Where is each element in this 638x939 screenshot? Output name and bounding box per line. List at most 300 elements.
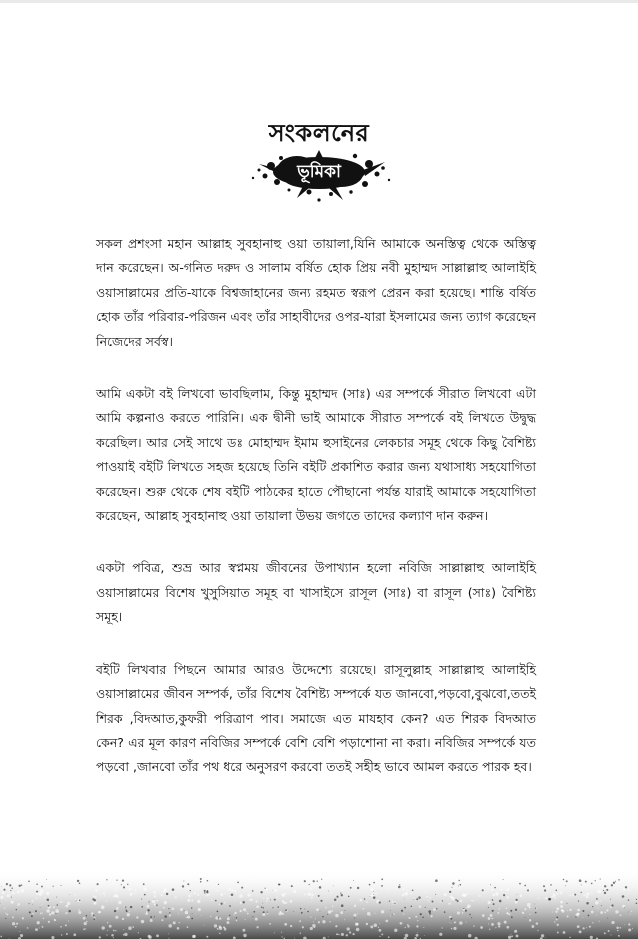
grunge-speck bbox=[301, 912, 303, 914]
grunge-speck bbox=[274, 889, 277, 892]
grunge-speck bbox=[113, 930, 115, 932]
grunge-speck bbox=[341, 904, 344, 907]
grunge-speck bbox=[227, 921, 230, 924]
grunge-speck bbox=[315, 893, 316, 894]
grunge-speck bbox=[423, 927, 424, 928]
grunge-speck bbox=[164, 901, 167, 904]
grunge-speck bbox=[29, 911, 31, 913]
grunge-speck bbox=[122, 918, 124, 920]
grunge-speck bbox=[316, 908, 319, 911]
grunge-speck bbox=[318, 895, 320, 897]
grunge-speck bbox=[370, 896, 371, 897]
grunge-speck bbox=[417, 932, 418, 933]
grunge-speck bbox=[124, 933, 127, 936]
grunge-speck bbox=[482, 889, 484, 891]
grunge-speck bbox=[536, 908, 537, 909]
grunge-speck bbox=[473, 925, 474, 926]
grunge-speck bbox=[224, 928, 227, 931]
grunge-speck bbox=[459, 884, 461, 886]
grunge-speck bbox=[246, 911, 247, 912]
grunge-speck bbox=[123, 934, 125, 936]
grunge-speck bbox=[338, 934, 340, 936]
grunge-speck bbox=[247, 913, 249, 915]
grunge-speck bbox=[290, 925, 292, 927]
grunge-speck bbox=[506, 926, 509, 929]
grunge-speck bbox=[631, 911, 632, 912]
grunge-speck bbox=[109, 925, 112, 928]
grunge-speck bbox=[172, 908, 174, 910]
grunge-speck bbox=[451, 887, 452, 888]
grunge-speck bbox=[373, 891, 374, 892]
grunge-speck bbox=[613, 882, 615, 884]
grunge-speck bbox=[418, 896, 421, 899]
grunge-speck bbox=[379, 929, 382, 932]
grunge-speck bbox=[336, 896, 338, 898]
grunge-speck bbox=[106, 934, 107, 935]
grunge-speck bbox=[610, 906, 612, 908]
grunge-speck bbox=[0, 903, 1, 904]
grunge-speck bbox=[508, 913, 510, 915]
grunge-speck bbox=[169, 908, 170, 909]
grunge-speck bbox=[498, 925, 500, 927]
grunge-speck bbox=[141, 920, 145, 924]
grunge-speck bbox=[310, 916, 311, 917]
grunge-speck bbox=[392, 914, 393, 915]
grunge-speck bbox=[262, 913, 265, 916]
grunge-speck bbox=[236, 917, 237, 918]
grunge-speck bbox=[595, 880, 596, 881]
grunge-speck bbox=[294, 938, 295, 939]
grunge-speck bbox=[636, 899, 637, 900]
grunge-speck bbox=[161, 894, 163, 896]
grunge-speck bbox=[263, 911, 265, 913]
grunge-speck bbox=[245, 919, 246, 920]
grunge-speck bbox=[601, 905, 602, 906]
grunge-speck bbox=[524, 908, 526, 910]
grunge-speck bbox=[156, 904, 157, 905]
grunge-speck bbox=[527, 889, 529, 891]
grunge-speck bbox=[9, 884, 11, 886]
grunge-speck bbox=[39, 893, 42, 896]
grunge-speck bbox=[200, 915, 201, 916]
grunge-speck bbox=[44, 897, 45, 898]
grunge-speck bbox=[369, 884, 371, 886]
grunge-speck bbox=[341, 933, 344, 936]
grunge-speck bbox=[385, 920, 388, 923]
grunge-speck bbox=[412, 889, 414, 891]
grunge-speck bbox=[469, 914, 470, 915]
grunge-speck bbox=[552, 911, 553, 912]
grunge-speck bbox=[153, 891, 156, 894]
grunge-speck bbox=[364, 898, 366, 900]
grunge-speck bbox=[191, 894, 192, 895]
grunge-speck bbox=[278, 884, 280, 886]
grunge-speck bbox=[200, 878, 202, 880]
grunge-speck bbox=[48, 905, 50, 907]
grunge-speck bbox=[141, 898, 142, 899]
grunge-speck bbox=[335, 925, 337, 927]
grunge-speck bbox=[432, 901, 434, 903]
grunge-speck bbox=[219, 926, 222, 929]
grunge-speck bbox=[340, 911, 343, 914]
grunge-speck bbox=[557, 932, 559, 934]
grunge-speck bbox=[78, 911, 81, 914]
grunge-speck bbox=[366, 923, 368, 925]
grunge-speck bbox=[488, 901, 491, 904]
grunge-speck bbox=[347, 927, 350, 930]
grunge-speck bbox=[424, 935, 425, 936]
grunge-speck bbox=[154, 895, 156, 897]
grunge-speck bbox=[375, 913, 376, 914]
grunge-speck bbox=[325, 907, 327, 909]
grunge-speck bbox=[488, 907, 489, 908]
grunge-speck bbox=[207, 880, 209, 882]
grunge-speck bbox=[624, 907, 625, 908]
grunge-speck bbox=[107, 930, 108, 931]
grunge-speck bbox=[586, 896, 589, 899]
grunge-speck bbox=[440, 901, 441, 902]
grunge-speck bbox=[304, 908, 305, 909]
grunge-speck bbox=[86, 921, 87, 922]
grunge-speck bbox=[242, 929, 245, 932]
grunge-speck bbox=[1, 886, 2, 887]
grunge-speck bbox=[83, 917, 86, 920]
grunge-speck bbox=[433, 908, 436, 911]
grunge-speck bbox=[328, 910, 331, 913]
grunge-speck bbox=[104, 895, 105, 896]
grunge-speck bbox=[177, 927, 180, 930]
grunge-speck bbox=[211, 900, 212, 901]
grunge-speck bbox=[106, 879, 107, 880]
grunge-speck bbox=[229, 915, 230, 916]
grunge-speck bbox=[187, 926, 189, 928]
grunge-speck bbox=[284, 923, 287, 926]
grunge-speck bbox=[604, 885, 606, 887]
grunge-speck bbox=[514, 931, 515, 932]
grunge-speck bbox=[619, 927, 621, 929]
grunge-speck bbox=[197, 900, 200, 903]
grunge-speck bbox=[150, 916, 152, 918]
grunge-speck bbox=[615, 910, 618, 913]
grunge-speck bbox=[46, 879, 47, 880]
grunge-speck bbox=[272, 907, 273, 908]
grunge-speck bbox=[69, 894, 70, 895]
grunge-speck bbox=[132, 926, 134, 928]
grunge-speck bbox=[21, 889, 25, 893]
grunge-speck bbox=[192, 913, 193, 914]
grunge-speck bbox=[293, 890, 296, 893]
grunge-speck bbox=[622, 895, 625, 898]
grunge-speck bbox=[36, 883, 38, 885]
grunge-speck bbox=[373, 882, 375, 884]
grunge-speck bbox=[467, 906, 469, 908]
grunge-speck bbox=[466, 893, 468, 895]
grunge-speck bbox=[610, 899, 611, 900]
grunge-speck bbox=[116, 895, 119, 898]
grunge-speck bbox=[281, 932, 282, 933]
grunge-speck bbox=[492, 918, 494, 920]
grunge-speck bbox=[11, 901, 14, 904]
grunge-speck bbox=[404, 907, 406, 909]
grunge-speck bbox=[555, 889, 557, 891]
grunge-speck bbox=[381, 933, 383, 935]
grunge-speck bbox=[405, 927, 406, 928]
grunge-speck bbox=[12, 922, 15, 925]
grunge-speck bbox=[332, 906, 333, 907]
grunge-speck bbox=[529, 914, 530, 915]
grunge-speck bbox=[267, 913, 268, 914]
grunge-speck bbox=[154, 903, 156, 905]
grunge-speck bbox=[449, 922, 450, 923]
grunge-speck bbox=[36, 891, 38, 893]
grunge-speck bbox=[529, 919, 531, 921]
grunge-speck bbox=[488, 917, 491, 920]
paragraph-3: একটা পবিত্র, শুভ্র আর স্বপ্নময় জীবনের উপাখ্যান হলো নবিজি সাল্লাল্লাহু আলাইহি ওয়াসাল্লামের বিশেষ খুসুসিয়াত সমূহ বা খাসাইসে রাসূল (সাঃ) বা রাসূল (সাঃ) বৈশিষ্ট্য সমূহ। bbox=[96, 560, 536, 625]
grunge-speck bbox=[416, 925, 418, 927]
grunge-speck bbox=[420, 913, 422, 915]
grunge-speck bbox=[76, 900, 77, 901]
grunge-speck bbox=[402, 894, 405, 897]
grunge-speck bbox=[327, 914, 328, 915]
grunge-speck bbox=[123, 886, 125, 888]
grunge-speck bbox=[407, 924, 409, 926]
grunge-speck bbox=[599, 921, 600, 922]
grunge-speck bbox=[9, 894, 10, 895]
grunge-speck bbox=[224, 902, 226, 904]
grunge-speck bbox=[253, 911, 255, 913]
grunge-speck bbox=[53, 906, 55, 908]
grunge-speck bbox=[611, 884, 613, 886]
grunge-speck bbox=[354, 905, 356, 907]
grunge-speck bbox=[56, 897, 57, 898]
grunge-speck bbox=[331, 893, 332, 894]
grunge-speck bbox=[147, 909, 149, 911]
grunge-speck bbox=[234, 912, 236, 914]
grunge-speck bbox=[218, 917, 219, 918]
grunge-speck bbox=[600, 879, 601, 880]
grunge-speck bbox=[510, 910, 512, 912]
grunge-speck bbox=[79, 883, 81, 885]
grunge-speck bbox=[32, 904, 33, 905]
grunge-speck bbox=[442, 900, 443, 901]
grunge-speck bbox=[607, 918, 608, 919]
grunge-speck bbox=[206, 894, 208, 896]
grunge-speck bbox=[165, 915, 167, 917]
grunge-speck bbox=[628, 889, 630, 891]
grunge-speck bbox=[527, 903, 531, 907]
grunge-speck bbox=[166, 893, 168, 895]
grunge-speck bbox=[240, 910, 242, 912]
grunge-speck bbox=[582, 910, 584, 912]
grunge-speck bbox=[191, 907, 192, 908]
grunge-speck bbox=[243, 934, 246, 937]
grunge-speck bbox=[588, 915, 590, 917]
grunge-speck bbox=[229, 896, 231, 898]
grunge-speck bbox=[51, 911, 54, 914]
grunge-speck bbox=[482, 914, 485, 917]
grunge-speck bbox=[428, 910, 431, 913]
grunge-speck bbox=[416, 934, 419, 937]
grunge-speck bbox=[227, 917, 230, 920]
grunge-speck bbox=[625, 886, 627, 888]
grunge-speck bbox=[429, 897, 431, 899]
grunge-speck bbox=[42, 926, 44, 928]
grunge-speck bbox=[436, 908, 437, 909]
grunge-speck bbox=[134, 893, 135, 894]
grunge-speck bbox=[335, 914, 338, 917]
grunge-speck bbox=[413, 899, 414, 900]
grunge-speck bbox=[172, 888, 175, 891]
grunge-speck bbox=[273, 890, 274, 891]
grunge-speck bbox=[93, 914, 95, 916]
grunge-speck bbox=[237, 882, 239, 884]
grunge-speck bbox=[130, 893, 133, 896]
grunge-speck bbox=[163, 907, 165, 909]
grunge-speck bbox=[345, 910, 346, 911]
grunge-speck bbox=[113, 937, 114, 938]
grunge-speck bbox=[606, 889, 608, 891]
grunge-speck bbox=[204, 925, 205, 926]
grunge-speck bbox=[574, 894, 576, 896]
grunge-speck bbox=[141, 906, 143, 908]
grunge-speck bbox=[43, 892, 44, 893]
grunge-speck bbox=[115, 930, 116, 931]
grunge-speck bbox=[125, 906, 127, 908]
grunge-speck bbox=[256, 926, 258, 928]
grunge-speck bbox=[395, 889, 396, 890]
grunge-speck bbox=[615, 881, 616, 882]
grunge-speck bbox=[145, 912, 148, 915]
grunge-speck bbox=[567, 915, 569, 917]
grunge-speck bbox=[489, 929, 490, 930]
grunge-speck bbox=[291, 885, 293, 887]
grunge-speck bbox=[40, 907, 41, 908]
grunge-speck bbox=[458, 885, 459, 886]
grunge-speck bbox=[277, 906, 279, 908]
grunge-speck bbox=[153, 899, 154, 900]
grunge-speck bbox=[356, 928, 360, 932]
grunge-speck bbox=[74, 895, 75, 896]
grunge-speck bbox=[129, 911, 130, 912]
grunge-speck bbox=[121, 884, 122, 885]
grunge-speck bbox=[318, 921, 320, 923]
grunge-speck bbox=[138, 932, 139, 933]
grunge-speck bbox=[511, 935, 513, 937]
grunge-speck bbox=[54, 919, 56, 921]
grunge-speck bbox=[204, 890, 206, 892]
grunge-speck bbox=[517, 894, 518, 895]
grunge-speck bbox=[415, 916, 417, 918]
grunge-speck bbox=[425, 907, 426, 908]
grunge-speck bbox=[390, 915, 391, 916]
grunge-speck bbox=[69, 892, 70, 893]
grunge-speck bbox=[586, 902, 589, 905]
grunge-speck bbox=[188, 895, 191, 898]
grunge-speck bbox=[616, 926, 619, 929]
grunge-speck bbox=[111, 934, 114, 937]
grunge-speck bbox=[267, 892, 268, 893]
grunge-speck bbox=[411, 906, 413, 908]
grunge-speck bbox=[194, 892, 196, 894]
grunge-speck bbox=[459, 921, 462, 924]
grunge-speck bbox=[569, 895, 570, 896]
grunge-speck bbox=[389, 900, 390, 901]
grunge-speck bbox=[495, 892, 498, 895]
grunge-speck bbox=[493, 894, 495, 896]
grunge-speck bbox=[553, 894, 556, 897]
grunge-speck bbox=[559, 892, 561, 894]
grunge-speck bbox=[68, 921, 69, 922]
grunge-speck bbox=[520, 894, 523, 897]
grunge-speck bbox=[600, 901, 601, 902]
grunge-speck bbox=[538, 897, 540, 899]
grunge-speck bbox=[148, 901, 149, 902]
grunge-speck bbox=[604, 892, 606, 894]
grunge-speck bbox=[55, 909, 59, 913]
grunge-speck bbox=[224, 893, 225, 894]
grunge-speck bbox=[444, 911, 446, 913]
grunge-speck bbox=[398, 886, 401, 889]
grunge-speck bbox=[581, 900, 582, 901]
grunge-speck bbox=[282, 894, 283, 895]
grunge-speck bbox=[589, 926, 591, 928]
grunge-speck bbox=[312, 924, 315, 927]
grunge-speck bbox=[65, 924, 67, 926]
grunge-speck bbox=[32, 900, 34, 902]
grunge-speck bbox=[239, 894, 242, 897]
grunge-speck bbox=[425, 891, 426, 892]
grunge-speck bbox=[219, 903, 221, 905]
grunge-speck bbox=[184, 910, 185, 911]
grunge-speck bbox=[497, 912, 499, 914]
grunge-speck bbox=[462, 912, 464, 914]
grunge-speck bbox=[379, 923, 380, 924]
grunge-speck bbox=[439, 933, 442, 936]
grunge-speck bbox=[442, 927, 443, 928]
grunge-speck bbox=[123, 929, 124, 930]
grunge-speck bbox=[395, 901, 396, 902]
grunge-speck bbox=[228, 888, 230, 890]
grunge-speck bbox=[206, 936, 208, 938]
grunge-speck bbox=[7, 894, 10, 897]
grunge-speck bbox=[93, 918, 95, 920]
grunge-speck bbox=[373, 896, 376, 899]
grunge-speck bbox=[260, 891, 262, 893]
grunge-speck bbox=[579, 930, 582, 933]
grunge-speck bbox=[555, 911, 557, 913]
grunge-speck bbox=[370, 925, 373, 928]
grunge-speck bbox=[83, 928, 85, 930]
heading-badge-label: ভূমিকা bbox=[297, 162, 341, 182]
grunge-speck bbox=[313, 921, 314, 922]
grunge-speck bbox=[4, 908, 5, 909]
grunge-speck bbox=[107, 922, 108, 923]
grunge-speck bbox=[29, 903, 30, 904]
grunge-speck bbox=[430, 915, 432, 917]
grunge-speck bbox=[204, 892, 205, 893]
grunge-speck bbox=[191, 918, 193, 920]
grunge-speck bbox=[563, 931, 566, 934]
grunge-speck bbox=[315, 918, 316, 919]
grunge-speck bbox=[515, 909, 517, 911]
grunge-speck bbox=[252, 890, 254, 892]
grunge-speck bbox=[105, 900, 106, 901]
grunge-speck bbox=[175, 896, 177, 898]
grunge-speck bbox=[128, 926, 132, 930]
grunge-speck bbox=[247, 894, 250, 897]
grunge-speck bbox=[591, 883, 593, 885]
grunge-speck bbox=[19, 885, 21, 887]
